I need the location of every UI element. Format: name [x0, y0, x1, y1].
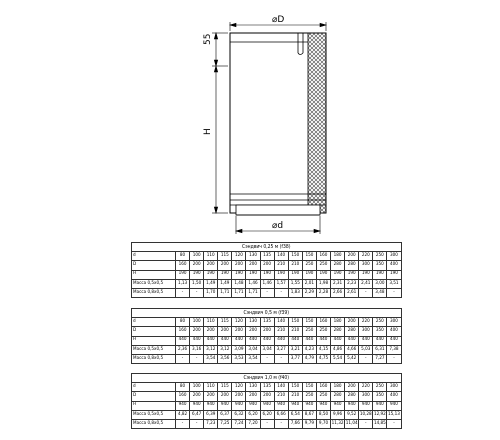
table-cell: 940	[218, 401, 232, 410]
table-cell: -	[190, 354, 204, 363]
table-cell: 140	[274, 383, 288, 392]
table-cell: 5,54	[331, 354, 345, 363]
table-row	[132, 419, 402, 428]
table-cell: 940	[176, 401, 190, 410]
table-cell: 190	[176, 270, 190, 279]
pipe-outer-body	[230, 33, 326, 213]
table-cell: 1,70	[204, 288, 218, 297]
table-row	[132, 354, 402, 363]
table-cell: 14,85	[373, 419, 387, 428]
table-row	[132, 383, 402, 392]
table-cell: -	[387, 288, 401, 297]
table-cell: 120	[232, 383, 246, 392]
table-cell: 440	[176, 336, 190, 345]
table-cell: 200	[218, 392, 232, 401]
table-cell: -	[176, 419, 190, 428]
table-cell: -	[274, 354, 288, 363]
table-cell: 11,32	[331, 419, 345, 428]
table-cell: 940	[246, 401, 260, 410]
table-cell: 80	[176, 252, 190, 261]
table-cell: 940	[288, 401, 302, 410]
table-cell: -	[176, 354, 190, 363]
table-cell: 220	[359, 318, 373, 327]
table-cell: 160	[316, 318, 330, 327]
table-cell: 210	[288, 261, 302, 270]
table-row	[132, 261, 402, 270]
table-cell: 200	[260, 392, 274, 401]
table-cell: 150	[302, 383, 316, 392]
table-cell: 3,04	[246, 345, 260, 354]
table-cell: 160	[176, 261, 190, 270]
table-cell: 440	[274, 336, 288, 345]
table-row	[132, 288, 402, 297]
inner-diameter-label: ⌀d	[272, 221, 284, 231]
table-cell: 135	[260, 318, 274, 327]
table-cell: 6,47	[190, 410, 204, 419]
table-cell: 200	[190, 261, 204, 270]
table-cell: 280	[331, 261, 345, 270]
table-cell: 210	[274, 261, 288, 270]
table-cell: 300	[387, 383, 401, 392]
table-cell: 250	[373, 318, 387, 327]
table-cell: 7,38	[387, 345, 401, 354]
table-cell: 180	[331, 252, 345, 261]
table-cell: -	[190, 419, 204, 428]
table-cell: 3,54	[204, 354, 218, 363]
table-cell: 440	[345, 336, 359, 345]
table-cell: 140	[274, 252, 288, 261]
table-cell: 100	[190, 318, 204, 327]
table-row	[132, 392, 402, 401]
table-cell: 7,23	[204, 419, 218, 428]
table-cell: 220	[359, 252, 373, 261]
table-cell: 160	[316, 383, 330, 392]
table-cell: 140	[274, 318, 288, 327]
table-cell: -	[190, 288, 204, 297]
table-cell: 210	[274, 327, 288, 336]
table-cell: 190	[190, 270, 204, 279]
table-cell: 115	[218, 383, 232, 392]
table-cell: 210	[274, 392, 288, 401]
table-cell: 200	[204, 392, 218, 401]
table-cell: 11,04	[345, 419, 359, 428]
row-label: Масса 0,8х0,5	[132, 419, 176, 428]
table-cell: 190	[302, 270, 316, 279]
table-cell: 250	[302, 327, 316, 336]
table-cell: 200	[260, 327, 274, 336]
table-cell: 7,24	[232, 419, 246, 428]
table-cell: 80	[176, 383, 190, 392]
dimension-height	[212, 33, 228, 213]
table-cell: 190	[232, 270, 246, 279]
table-cell: 9,70	[316, 419, 330, 428]
table-cell: 280	[345, 392, 359, 401]
table-cell: 440	[331, 336, 345, 345]
spec-table-05m	[131, 308, 402, 364]
table-cell: 130	[246, 383, 260, 392]
table-cell: 200	[232, 261, 246, 270]
table-cell: 250	[302, 261, 316, 270]
table-cell: 440	[246, 336, 260, 345]
table-cell: 2,41	[359, 279, 373, 288]
table-cell: 190	[316, 270, 330, 279]
table-cell: 250	[316, 392, 330, 401]
table-cell: 300	[359, 327, 373, 336]
table-cell: 135	[260, 383, 274, 392]
table-cell: 130	[246, 318, 260, 327]
table-cell: 250	[373, 383, 387, 392]
row-label: d	[132, 252, 176, 261]
table-cell: 4,86	[331, 345, 345, 354]
row-label: Масса 0,5х0,5	[132, 410, 176, 419]
table-cell: 440	[232, 336, 246, 345]
table-cell: 160	[176, 327, 190, 336]
table-cell: 1,55	[288, 279, 302, 288]
table-cell: 190	[204, 270, 218, 279]
table-cell: 2,66	[331, 288, 345, 297]
table-cell: 940	[316, 401, 330, 410]
table-cell: 5,03	[359, 345, 373, 354]
table-cell: 300	[387, 318, 401, 327]
table-row	[132, 401, 402, 410]
table-cell: 1,50	[190, 279, 204, 288]
table-cell: 7,66	[288, 419, 302, 428]
table-cell: 3,56	[218, 354, 232, 363]
table-cell: 4,23	[302, 345, 316, 354]
table-cell: 200	[232, 392, 246, 401]
table-cell: 200	[190, 392, 204, 401]
row-label: D	[132, 261, 176, 270]
height-label: H	[203, 128, 213, 135]
table-cell: 250	[316, 327, 330, 336]
table-cell: -	[260, 419, 274, 428]
table-cell: 220	[359, 383, 373, 392]
table-cell: 940	[274, 401, 288, 410]
table-cell: 200	[246, 261, 260, 270]
row-label: D	[132, 392, 176, 401]
table-cell: 1,98	[316, 279, 330, 288]
table-cell: 200	[345, 252, 359, 261]
table-cell: 350	[373, 261, 387, 270]
top-offset-label: 55	[203, 33, 213, 45]
table-cell: 440	[316, 336, 330, 345]
table-cell: 200	[204, 261, 218, 270]
table-cell: 2,36	[176, 345, 190, 354]
table-cell: 1,13	[176, 279, 190, 288]
table-cell: 440	[302, 336, 316, 345]
table-cell: 200	[218, 327, 232, 336]
table-cell: 940	[359, 401, 373, 410]
table-cell: 1,49	[204, 279, 218, 288]
table-cell: 3,09	[232, 345, 246, 354]
table-cell: 120	[232, 252, 246, 261]
table-cell: 940	[204, 401, 218, 410]
table-cell: 130	[246, 252, 260, 261]
table-cell: 4,66	[345, 345, 359, 354]
table-cell: 9,96	[331, 410, 345, 419]
table-body	[132, 252, 402, 298]
table-cell: 115	[218, 318, 232, 327]
table-cell: 190	[260, 270, 274, 279]
table-cell: -	[274, 288, 288, 297]
table-body	[132, 318, 402, 364]
table-cell: 7,27	[373, 354, 387, 363]
table-cell: 1,46	[260, 279, 274, 288]
table-cell: 300	[359, 261, 373, 270]
table-cell: 3,53	[232, 354, 246, 363]
table-cell: 3,51	[387, 279, 401, 288]
table-cell: 200	[345, 318, 359, 327]
table-cell: 2,61	[345, 288, 359, 297]
table-cell: 190	[359, 270, 373, 279]
table-cell: 200	[190, 327, 204, 336]
table-row	[132, 327, 402, 336]
table-cell: 2,31	[331, 279, 345, 288]
table-cell: -	[359, 288, 373, 297]
table-cell: 1,71	[246, 288, 260, 297]
row-label: Масса 0,5х0,5	[132, 279, 176, 288]
table-cell: 2,01	[302, 279, 316, 288]
table-cell: 200	[345, 383, 359, 392]
table-cell: 1,71	[218, 288, 232, 297]
table-cell: 250	[302, 392, 316, 401]
table-cell: 210	[288, 392, 302, 401]
table-cell: 4,79	[302, 354, 316, 363]
table-cell: 250	[373, 252, 387, 261]
table-cell: 300	[387, 252, 401, 261]
table-cell: 3,00	[373, 279, 387, 288]
table-cell: 4,75	[316, 354, 330, 363]
row-label: Масса 0,8х0,5	[132, 354, 176, 363]
table-cell: 190	[246, 270, 260, 279]
table-cell: 350	[373, 392, 387, 401]
table-cell: 190	[288, 270, 302, 279]
table-cell: 940	[387, 401, 401, 410]
table-cell: 2,28	[316, 288, 330, 297]
table-cell: 200	[260, 261, 274, 270]
table-cell: 940	[373, 401, 387, 410]
table-cell: 1,71	[232, 288, 246, 297]
row-label: H	[132, 401, 176, 410]
table-cell: 280	[331, 392, 345, 401]
table-cell: 3,16	[190, 345, 204, 354]
table-cell: -	[176, 288, 190, 297]
spec-table-10m	[131, 373, 402, 429]
table-cell: 280	[345, 327, 359, 336]
table-cell: 190	[218, 270, 232, 279]
table-cell: -	[274, 419, 288, 428]
table-title: Сэндвич 1,0 м (f40)	[132, 374, 402, 383]
table-cell: 150	[288, 318, 302, 327]
table-cell: 160	[316, 252, 330, 261]
table-body	[132, 383, 402, 429]
table-row	[132, 345, 402, 354]
table-cell: 8,50	[316, 410, 330, 419]
table-cell: 7,20	[246, 419, 260, 428]
table-cell: 100	[190, 252, 204, 261]
table-cell: 6,31	[373, 345, 387, 354]
table-cell: 400	[387, 392, 401, 401]
table-cell: 9,79	[302, 419, 316, 428]
table-cell: -	[359, 419, 373, 428]
table-cell: 940	[190, 401, 204, 410]
table-cell: 6,54	[288, 410, 302, 419]
table-cell: 200	[218, 261, 232, 270]
table-cell: 2,23	[345, 279, 359, 288]
table-cell: 940	[302, 401, 316, 410]
table-cell: 400	[387, 261, 401, 270]
table-cell: 350	[373, 327, 387, 336]
table-cell: 940	[260, 401, 274, 410]
table-cell: 3,77	[288, 354, 302, 363]
table-cell: 150	[302, 318, 316, 327]
table-cell: 280	[331, 327, 345, 336]
table-cell: -	[260, 288, 274, 297]
table-cell: 110	[204, 252, 218, 261]
table-row	[132, 336, 402, 345]
table-cell: 3,12	[218, 345, 232, 354]
table-cell: 6,20	[246, 410, 260, 419]
table-cell: 120	[232, 318, 246, 327]
table-cell: 440	[218, 336, 232, 345]
row-label: H	[132, 336, 176, 345]
row-label: Масса 0,5х0,5	[132, 345, 176, 354]
table-cell: 440	[359, 336, 373, 345]
table-cell: 440	[190, 336, 204, 345]
row-label: D	[132, 327, 176, 336]
row-label: d	[132, 318, 176, 327]
table-cell: 250	[316, 261, 330, 270]
table-cell: 6,37	[218, 410, 232, 419]
table-cell: 80	[176, 318, 190, 327]
table-cell: 1,49	[218, 279, 232, 288]
table-cell: 6,39	[204, 410, 218, 419]
table-cell: 1,48	[232, 279, 246, 288]
table-cell: 940	[331, 401, 345, 410]
table-cell: 160	[176, 392, 190, 401]
table-cell: 200	[232, 327, 246, 336]
table-cell: 6,20	[260, 410, 274, 419]
table-cell: 15,13	[387, 410, 401, 419]
table-row	[132, 318, 402, 327]
table-title: Сэндвич 0,5 м (f39)	[132, 309, 402, 318]
table-row	[132, 270, 402, 279]
table-cell: 135	[260, 252, 274, 261]
table-row	[132, 252, 402, 261]
row-label: d	[132, 383, 176, 392]
table-title: Сэндвич 0,25 м (f38)	[132, 243, 402, 252]
table-cell: 440	[387, 336, 401, 345]
table-cell: 440	[373, 336, 387, 345]
table-cell: 7,25	[218, 419, 232, 428]
table-cell: 400	[387, 327, 401, 336]
table-cell: 12,92	[373, 410, 387, 419]
table-cell: 3,48	[373, 288, 387, 297]
table-cell: 10,28	[359, 410, 373, 419]
table-cell: 440	[288, 336, 302, 345]
row-label: H	[132, 270, 176, 279]
table-cell: -	[387, 419, 401, 428]
table-cell: 115	[218, 252, 232, 261]
table-cell: 200	[246, 327, 260, 336]
table-cell: 190	[345, 270, 359, 279]
table-cell: 110	[204, 383, 218, 392]
table-cell: 440	[204, 336, 218, 345]
table-cell: 3,12	[204, 345, 218, 354]
table-cell: 3,04	[260, 345, 274, 354]
table-cell: 1,46	[246, 279, 260, 288]
table-cell: 200	[204, 327, 218, 336]
table-cell: 150	[288, 252, 302, 261]
table-cell: 190	[373, 270, 387, 279]
table-cell: 280	[345, 261, 359, 270]
table-cell: 190	[274, 270, 288, 279]
table-cell: 9,52	[345, 410, 359, 419]
spec-table-025m	[131, 242, 402, 298]
table-cell: 110	[204, 318, 218, 327]
table-cell: 3,27	[274, 345, 288, 354]
table-cell: 150	[302, 252, 316, 261]
table-cell: 3,54	[246, 354, 260, 363]
table-cell: 5,42	[345, 354, 359, 363]
table-cell: 8,67	[302, 410, 316, 419]
table-cell: 200	[246, 392, 260, 401]
table-cell: 210	[288, 327, 302, 336]
table-cell: 440	[260, 336, 274, 345]
table-cell: 3,21	[288, 345, 302, 354]
table-cell: 180	[331, 383, 345, 392]
table-cell: 940	[232, 401, 246, 410]
table-row	[132, 279, 402, 288]
table-cell: 150	[288, 383, 302, 392]
table-cell: -	[387, 354, 401, 363]
table-cell: 180	[331, 318, 345, 327]
table-cell: -	[359, 354, 373, 363]
table-cell: 300	[359, 392, 373, 401]
outer-diameter-label: ⌀D	[272, 15, 285, 25]
table-cell: 190	[387, 270, 401, 279]
table-cell: 4,82	[176, 410, 190, 419]
table-cell: 4,15	[316, 345, 330, 354]
table-cell: -	[260, 354, 274, 363]
table-cell: 100	[190, 383, 204, 392]
table-cell: 1,83	[288, 288, 302, 297]
table-cell: 940	[345, 401, 359, 410]
table-row	[132, 410, 402, 419]
table-cell: 6,66	[274, 410, 288, 419]
table-cell: 6,32	[232, 410, 246, 419]
table-cell: 190	[331, 270, 345, 279]
table-cell: 1,57	[274, 279, 288, 288]
row-label: Масса 0,8х0,5	[132, 288, 176, 297]
table-cell: 2,29	[302, 288, 316, 297]
